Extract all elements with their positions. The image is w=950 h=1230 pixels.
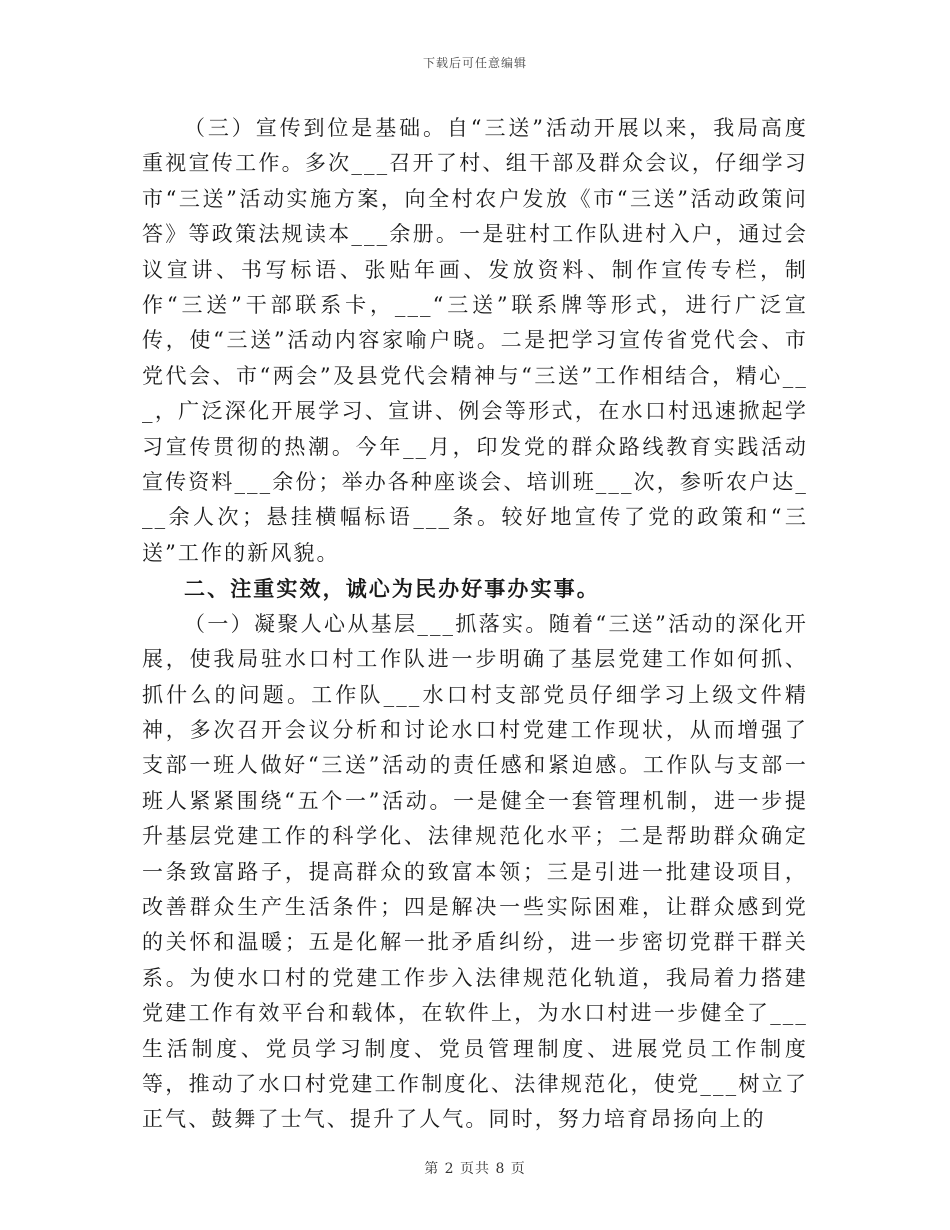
section-heading: 二、注重实效，诚心为民办好事办实事。	[184, 576, 600, 602]
document-body	[142, 111, 808, 1138]
page-number: 第 2 页共 8 页	[424, 1161, 526, 1177]
paragraph-grassroots: （一）凝聚人心从基层___抓落实。随着“三送”活动的深化开展，使我局驻水口村工作队进一步明确了基层党建工作如何抓、抓什么的问题。工作队___水口村支部党员仔细学习上级文件精神，多次召开会议分析和讨论水口村党建工作现状，从而增强了支部一班人做好“三送”活动的责任感和紧迫感。工作队与支部一班人紧紧围绕“五个一”活动。一是健全一套管理机制，进一步提升基层党建工作的科学化、法律规范化水平；二是帮助群众确定一条致富路子，提高群众的致富本领；三是引进一批建设项目，改善群众生产生活条件；四是解决一些实际困难，让群众感到党的关怀和温暖；五是化解一批矛盾纠纷，进一步密切党群干群关系。为使水口村的党建工作步入法律规范化轨道，我局着力搭建党建工作有效平台和载体，在软件上，为水口村进一步健全了___生活制度、党员学习制度、党员管理制度、进展党员工作制度等，推动了水口村党建工作制度化、法律规范化，使党___树立了正气、鼓舞了士气、提升了人气。同时，努力培育昂扬向上的	[142, 611, 808, 1132]
page-header: 下载后可任意编辑	[422, 56, 527, 70]
paragraph-publicity: （三）宣传到位是基础。自“三送”活动开展以来，我局高度重视宣传工作。多次___召开了村、组干部及群众会议，仔细学习市“三送”活动实施方案，向全村农户发放《市“三送”活动政策问答》等政策法规读本___余册。一是驻村工作队进村入户，通过会议宣讲、书写标语、张贴年画、发放资料、制作宣传专栏，制作“三送”干部联系卡，___“三送”联系牌等形式，进行广泛宣传，使“三送”活动内容家喻户晓。二是把学习宣传省党代会、市党代会、市“两会”及县党代会精神与“三送”工作相结合，精心___，广泛深化开展学习、宣讲、例会等形式，在水口村迅速掀起学习宣传贯彻的热潮。今年__月，印发党的群众路线教育实践活动宣传资料___余份；举办各种座谈会、培训班___次，参听农户达___余人次；悬挂横幅标语___条。较好地宣传了党的政策和“三送”工作的新风貌。	[142, 116, 808, 565]
